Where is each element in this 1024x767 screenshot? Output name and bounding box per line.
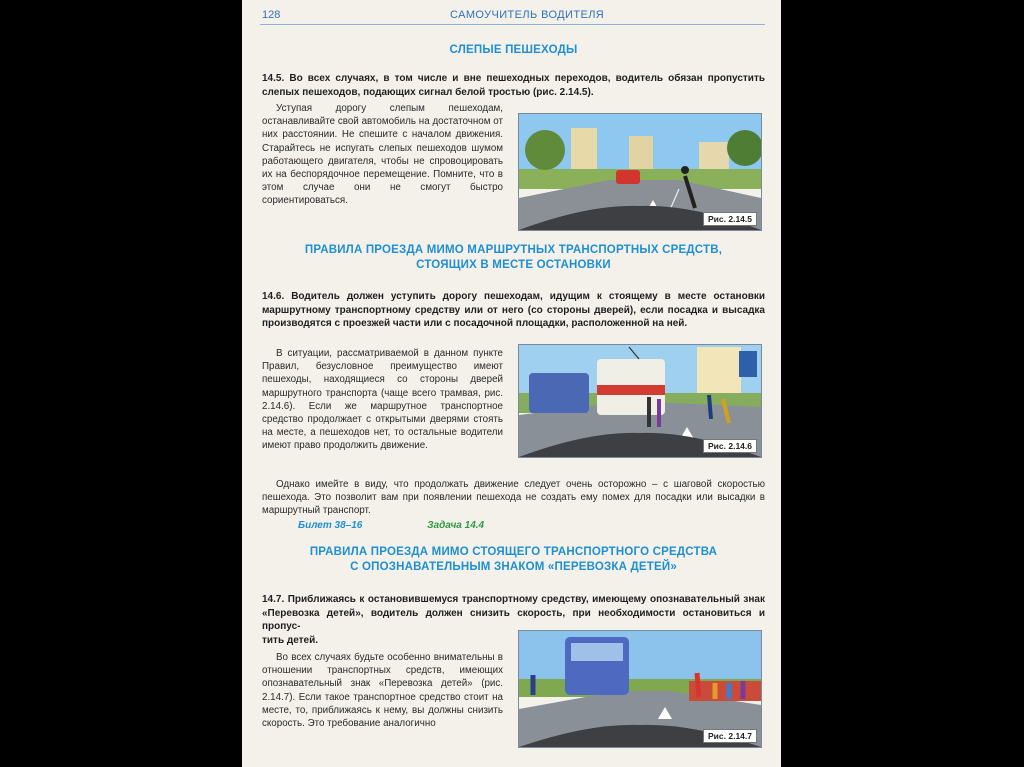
- section-title-line: ПРАВИЛА ПРОЕЗДА МИМО СТОЯЩЕГО ТРАНСПОРТНОГО СРЕДСТВА: [309, 546, 718, 558]
- rule-14-6: 14.6. Водитель должен уступить дорогу пешеходам, идущим к стоящему в месте остановки маршрутному транспортному средству или от него (со стороны дверей), если посадка и высадка производятся с проезжей части или с посадочной площадки, расположенной на ней.: [262, 291, 765, 330]
- section-title-line: С ОПОЗНАВАТЕЛЬНЫМ ЗНАКОМ «ПЕРЕВОЗКА ДЕТЕЙ»: [350, 561, 677, 573]
- task-reference: Задача 14.4: [427, 520, 485, 531]
- figure-caption: Рис. 2.14.6: [703, 439, 757, 453]
- paragraph-caution: Однако имейте в виду, что продолжать движение следует очень осторожно – с шаговой скоростью пешехода. Это позволит вам при появлении пешехода не создать ему помех для посадки или высадки в маршрутный транспорт.: [262, 479, 765, 517]
- rule-14-5: 14.5. Во всех случаях, в том числе и вне пешеходных переходов, водитель обязан пропустить слепых пешеходов, подающих сигнал белой тростью (рис. 2.14.5).: [262, 73, 765, 98]
- figure-2-14-6: [518, 344, 762, 458]
- running-header: [260, 6, 765, 25]
- section-title-line: ПРАВИЛА ПРОЕЗДА МИМО МАРШРУТНЫХ ТРАНСПОРТНЫХ СРЕДСТВ,: [304, 244, 723, 256]
- book-page: [242, 0, 781, 767]
- book-title: САМОУЧИТЕЛЬ ВОДИТЕЛЯ: [450, 9, 605, 21]
- section-title-route-transport: [262, 243, 765, 273]
- page-number: 128: [262, 9, 281, 21]
- section-title-blind-pedestrians: СЛЕПЫЕ ПЕШЕХОДЫ: [449, 44, 578, 56]
- paragraph-tram-stop: В ситуации, рассматриваемой в данном пункте Правил, безусловное преимущество имеют пешеходы, находящиеся со стороны дверей маршрутного транспорта (чаще всего трамвая, рис. 2.14.6). Если же маршрутное транспортное средство продолжает с открытыми дверями стоять на месте, а пешеходов нет, то остальные водители имеют право продолжить движение.: [262, 348, 503, 452]
- figure-2-14-5: [518, 113, 762, 231]
- figure-caption: Рис. 2.14.7: [703, 729, 757, 743]
- rule-14-7: 14.7. Приближаясь к остановившемуся транспортному средству, имеющему опознавательный знак «Перевозка детей», водитель должен снизить скорость, при необходимости остановиться и пропус-: [262, 594, 765, 633]
- paragraph-children-transport: Во всех случаях будьте особенно внимательны в отношении транспортных средств, имеющих опознавательный знак «Перевозка детей» (рис. 2.14.7). Если такое транспортное средство стоит на месте, то, приближаясь к нему, вы должны снизить скорость. Это требование аналогично: [262, 652, 503, 730]
- figure-caption: Рис. 2.14.5: [703, 212, 757, 226]
- ticket-reference: Билет 38–16: [298, 520, 363, 531]
- figure-2-14-7: [518, 630, 762, 748]
- paragraph-blind-pedestrians: Уступая дорогу слепым пешеходам, останавливайте свой автомобиль на достаточном от них расстоянии. Не спешите с началом движения. Старайтесь не испугать слепых пешеходов шумом работающего двигателя, чтобы не спровоцировать их на беспорядочное перемещение. Помните, что в этом случае они не смогут быстро сориентироваться.: [262, 103, 503, 207]
- rule-14-7-end: тить детей.: [262, 635, 319, 646]
- section-title-line: СТОЯЩИХ В МЕСТЕ ОСТАНОВКИ: [416, 259, 611, 271]
- section-title-children-transport: [262, 545, 765, 575]
- reference-links: [298, 520, 484, 531]
